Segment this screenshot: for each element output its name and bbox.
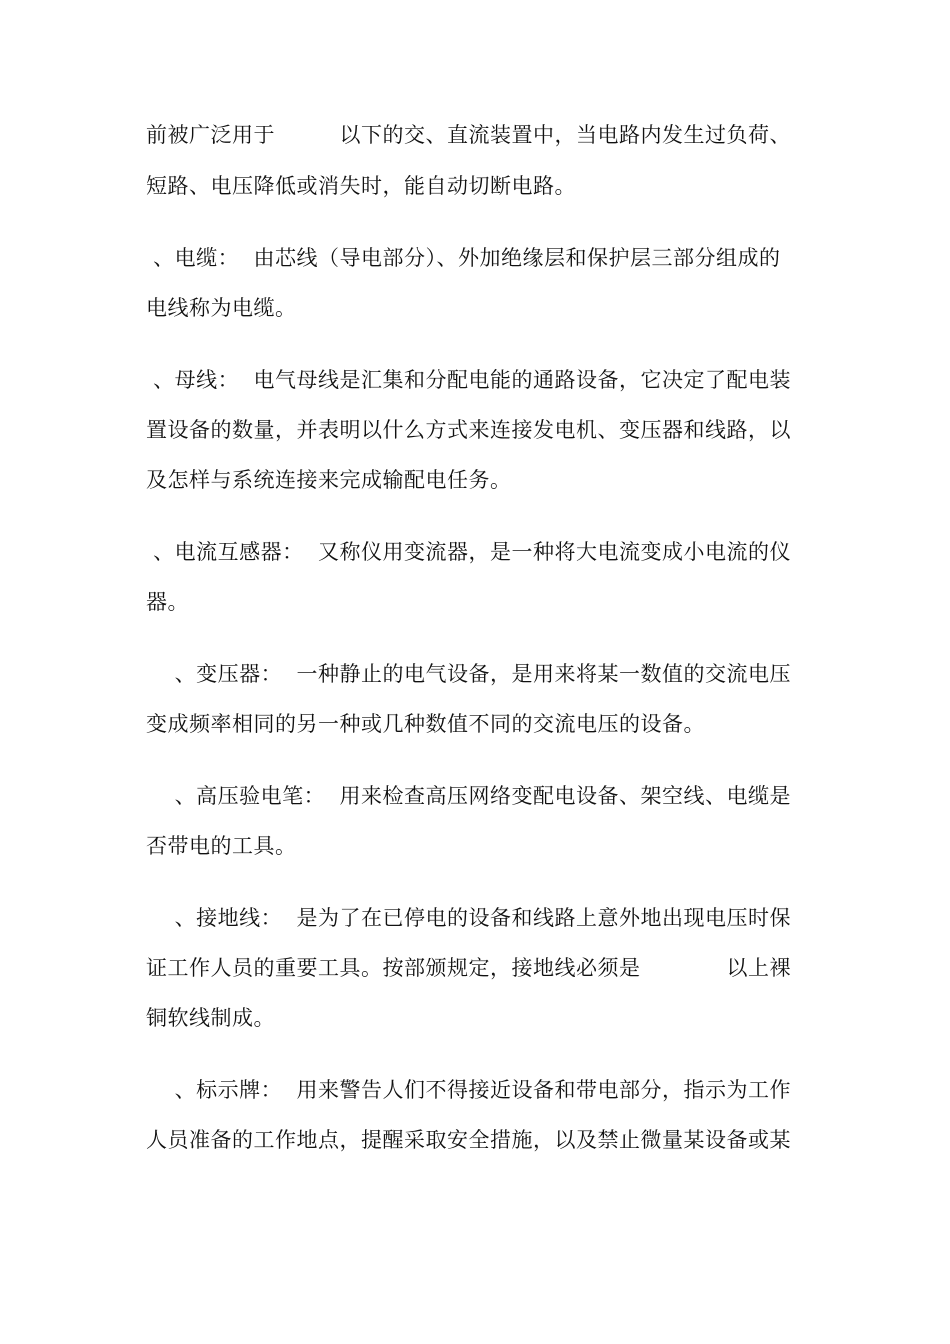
paragraph-2-line-1: 、电缆： 由芯线（导电部分）、外加绝缘层和保护层三部分组成的 <box>146 246 781 270</box>
paragraph-4-line-1: 、电流互感器： 又称仪用变流器，是一种将大电流变成小电流的仪 <box>146 540 792 564</box>
paragraph-7-line-1: 、接地线： 是为了在已停电的设备和线路上意外地出现电压时保 <box>146 906 792 930</box>
paragraph-3-line-2: 置设备的数量，并表明以什么方式来连接发电机、变压器和线路，以 <box>146 418 791 442</box>
paragraph-6-line-2: 否带电的工具。 <box>146 834 297 858</box>
paragraph-5-line-1: 、变压器： 一种静止的电气设备，是用来将某一数值的交流电压 <box>146 662 792 686</box>
paragraph-3-line-3: 及怎样与系统连接来完成输配电任务。 <box>146 468 512 492</box>
paragraph-6-line-1: 、高压验电笔： 用来检查高压网络变配电设备、架空线、电缆是 <box>146 784 792 808</box>
paragraph-1-line-1: 前被广泛用于 以下的交、直流装置中，当电路内发生过负荷、 <box>146 123 791 147</box>
paragraph-2-line-2: 电线称为电缆。 <box>146 296 297 320</box>
paragraph-4-line-2: 器。 <box>146 590 189 614</box>
paragraph-7-line-2: 证工作人员的重要工具。按部颁规定，接地线必须是 以上裸 <box>146 956 791 980</box>
paragraph-8-line-2: 人员准备的工作地点，提醒采取安全措施，以及禁止微量某设备或某 <box>146 1128 791 1152</box>
paragraph-5-line-2: 变成频率相同的另一种或几种数值不同的交流电压的设备。 <box>146 712 705 736</box>
paragraph-7-line-3: 铜软线制成。 <box>146 1006 275 1030</box>
paragraph-3-line-1: 、母线： 电气母线是汇集和分配电能的通路设备，它决定了配电装 <box>146 368 792 392</box>
paragraph-8-line-1: 、标示牌： 用来警告人们不得接近设备和带电部分，指示为工作 <box>146 1078 792 1102</box>
paragraph-1-line-2: 短路、电压降低或消失时，能自动切断电路。 <box>146 174 576 198</box>
